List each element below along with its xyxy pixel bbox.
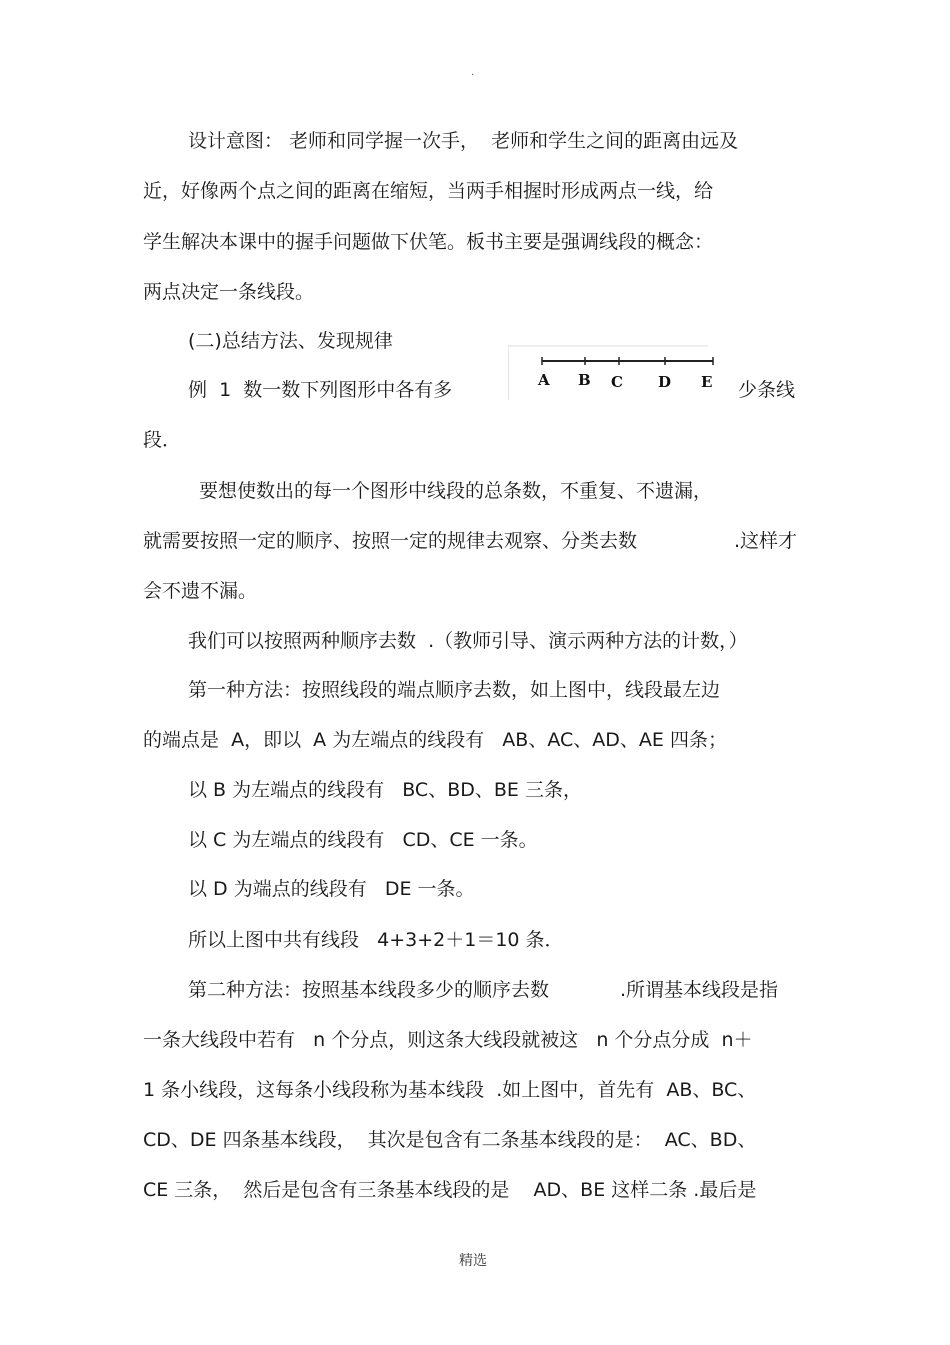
section-heading: (二)总结方法、发现规律 <box>188 330 393 352</box>
paragraph-line: CE 三条， 然后是包含有三条基本线段的是 AD、BE 这样二条 .最后是 <box>143 1179 757 1201</box>
paragraph-line: 第二种方法：按照基本线段多少的顺序去数 <box>188 979 550 1001</box>
paragraph-line: 所以上图中共有线段 4+3+2＋1＝10 条． <box>188 929 564 951</box>
paragraph-line-right: .这样才 <box>734 530 798 552</box>
line-segment-figure <box>508 342 720 400</box>
paragraph-line: 要想使数出的每一个图形中线段的总条数，不重复、不遗漏， <box>199 480 713 502</box>
paragraph-line: 以 B 为左端点的线段有 BC、BD、BE 三条， <box>188 779 582 801</box>
paragraph-line: CD、DE 四条基本线段， 其次是包含有二条基本线段的是： AC、BD、 <box>143 1129 757 1151</box>
paragraph-line: 的端点是 A，即以 A 为左端点的线段有 AB、AC、AD、AE 四条； <box>143 729 727 751</box>
point-label-a: A <box>538 371 550 389</box>
paragraph-line: 段． <box>143 429 182 451</box>
paragraph-line: 会不遗不漏。 <box>143 580 258 602</box>
paragraph-line: 1 条小线段，这每条小线段称为基本线段 .如上图中，首先有 AB、BC、 <box>143 1079 757 1101</box>
paragraph-line: 近，好像两个点之间的距离在缩短，当两手相握时形成两点一线，给 <box>143 180 714 202</box>
paragraph-line: 以 D 为端点的线段有 DE 一条。 <box>188 878 475 900</box>
example-text: 例 1 数一数下列图形中各有多 <box>188 379 453 401</box>
header-mark: · <box>471 70 475 81</box>
paragraph-line: 我们可以按照两种顺序去数 .（教师引导、演示两种方法的计数，） <box>188 630 748 652</box>
paragraph-line: 以 C 为左端点的线段有 CD、CE 一条。 <box>188 829 538 851</box>
point-label-b: B <box>578 371 591 389</box>
paragraph-line: 学生解决本课中的握手问题做下伏笔。板书主要是强调线段的概念： <box>143 231 714 253</box>
line-segment-diagram <box>508 342 720 400</box>
paragraph-line: 就需要按照一定的顺序、按照一定的规律去观察、分类去数 <box>143 530 638 552</box>
paragraph-line: 第一种方法：按照线段的端点顺序去数，如上图中，线段最左边 <box>188 679 721 701</box>
paragraph-line: 一条大线段中若有 n 个分点，则这条大线段就被这 n 个分点分成 n＋ <box>143 1029 753 1051</box>
point-label-e: E <box>701 373 713 391</box>
point-label-c: C <box>611 373 623 391</box>
paragraph-line: 两点决定一条线段。 <box>143 281 315 303</box>
page-footer: 精选 <box>459 1253 487 1269</box>
example-text-cont: 少条线 <box>738 379 796 401</box>
paragraph-line-right: .所谓基本线段是指 <box>620 979 779 1001</box>
paragraph-line: 设计意图： 老师和同学握一次手， 老师和学生之间的距离由远及 <box>188 130 739 152</box>
point-label-d: D <box>658 373 672 391</box>
